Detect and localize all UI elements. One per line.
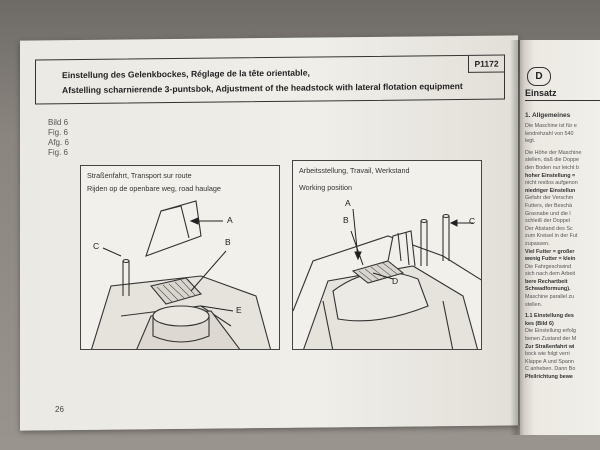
figure2-label-d: D: [392, 276, 399, 286]
right-page-line: stellen.: [525, 301, 543, 308]
figure1-caption-line1: Straßenfahrt, Transport sur route: [87, 171, 192, 180]
transport-illustration: [81, 166, 280, 350]
figure-transport-position: [80, 165, 280, 350]
right-page-line: Maschine parallel zu: [525, 294, 575, 301]
figure-ref: Afg. 6: [48, 138, 69, 147]
right-page-line: wenig Futter = klein: [525, 256, 576, 263]
right-page-rule: [525, 100, 600, 101]
right-page-line: Viel Futter = großer: [525, 248, 575, 255]
right-page-line: zum Kreisel in der Fut: [525, 233, 578, 240]
right-page-line: 1.1 Einstellung des: [525, 313, 574, 320]
figure1-label-b: B: [225, 237, 231, 247]
figure-working-position: [292, 160, 482, 350]
right-page-line: den Boden nur leicht b: [525, 164, 579, 171]
right-page-line: Die Maschine ist für e: [525, 123, 577, 129]
figure2-label-b: B: [343, 215, 349, 225]
right-page-line: sich nach dem Arbeit: [525, 271, 576, 278]
figure2-caption-line1: Arbeitsstellung, Travail, Werkstand: [299, 166, 410, 175]
right-page-line: bock wie folgt verri: [525, 351, 570, 358]
page-code: P1172: [468, 56, 504, 73]
right-page-section-heading: 1. Allgemeines: [525, 112, 571, 119]
figure-ref: Bild 6: [48, 118, 69, 127]
figure2-caption-line2: Working position: [299, 183, 353, 192]
figure2-label-c: C: [469, 216, 476, 226]
figure1-label-a: A: [227, 215, 233, 225]
header-title-line1: Einstellung des Gelenkbockes, Réglage de la tête orientable,: [62, 67, 310, 81]
figure2-label-a: A: [345, 198, 351, 208]
right-page-text: [525, 123, 600, 382]
right-page-line: Schwadformung).: [525, 286, 571, 293]
book-spine-shadow: [510, 40, 524, 435]
right-page-line: benen Zustand der M: [525, 336, 577, 343]
right-page: [520, 40, 600, 435]
page-number: 26: [55, 405, 64, 414]
language-badge: D: [527, 67, 551, 86]
right-page-line: C anheben. Dann Bo: [525, 366, 576, 373]
right-page-line: zupassen.: [525, 240, 550, 247]
figure-references: [48, 118, 69, 158]
right-page-line: Gefahr der Verschm: [525, 195, 574, 202]
right-page-line: Pfeilrichtung bewe: [525, 374, 573, 380]
right-page-line: niedriger Einstellun: [525, 187, 576, 194]
right-page-line: schleiß der Doppel: [525, 218, 570, 225]
right-page-line: hoher Einstellung =: [525, 172, 576, 179]
figure-ref: Fig. 6: [48, 148, 69, 157]
figure1-label-c: C: [93, 241, 100, 251]
page-header-box: [35, 55, 505, 105]
right-page-line: Futters, der Beschä: [525, 202, 573, 209]
right-page-line: Die Einstellung erfolg: [525, 328, 576, 335]
right-page-line: Grasnabe und die l: [525, 210, 571, 217]
right-page-line: lendrehzahl von 540: [525, 130, 574, 137]
right-page-line: Klappe A und Spann: [525, 358, 574, 365]
right-page-line: Zur Straßenfahrt wi: [525, 343, 575, 350]
right-page-line: nicht restlos aufgenon: [525, 180, 578, 187]
right-page-line: Die Höhe der Maschine: [525, 149, 582, 156]
right-page-title: Einsatz: [525, 88, 557, 98]
figure-ref: Fig. 6: [48, 128, 69, 137]
right-page-line: Der Abstand des Sc: [525, 225, 573, 232]
right-page-line: kes (Bild 6): [525, 320, 554, 327]
right-page-line: Die Fahrgeschwind: [525, 263, 572, 270]
right-page-line: stellen, daß die Doppe: [525, 157, 579, 164]
right-page-line: bere Rechartbeit: [525, 278, 568, 285]
figure1-caption-line2: Rijden op de openbare weg, road haulage: [87, 184, 221, 193]
header-title-line2: Afstelling scharnierende 3-puntsbok, Adjustment of the headstock with lateral flotation equipment: [62, 80, 463, 96]
figure1-label-e: E: [236, 305, 242, 315]
right-page-line: legt.: [525, 138, 536, 145]
